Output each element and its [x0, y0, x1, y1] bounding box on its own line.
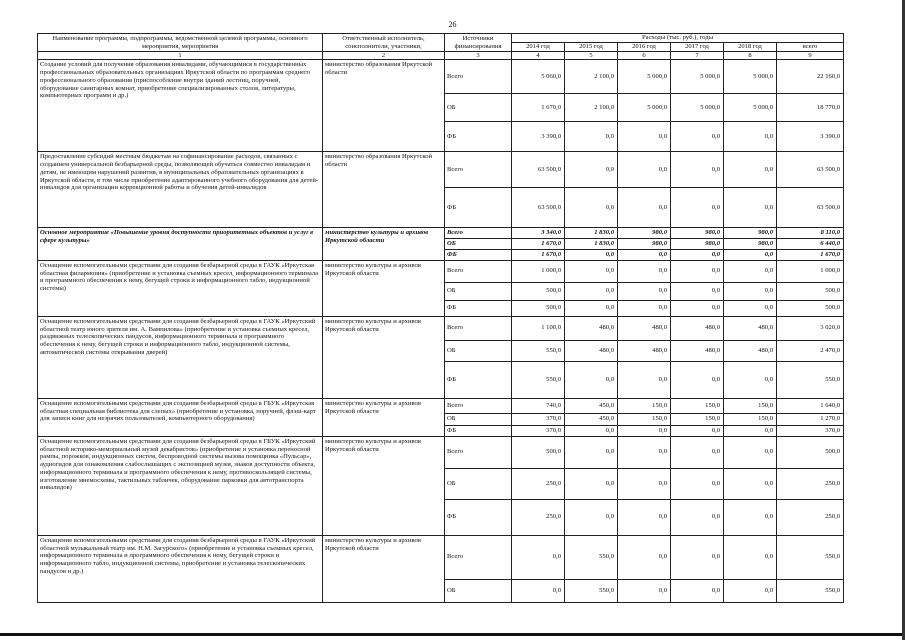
expense-value: 0,0 — [724, 152, 777, 188]
expense-value: 550,0 — [512, 340, 565, 361]
expense-value: 0,0 — [671, 260, 724, 282]
funding-source: ОБ — [445, 239, 512, 250]
column-number: 1 — [38, 52, 323, 60]
funding-source: Всего — [445, 398, 512, 413]
activity-name: Оснащение вспомогательными средствами для создания безбарьерной среды в ГАУК «Иркутский областной музыкальный театр им. Н.М. Загурского» (приобретение и установка съемных кресел, информационного терминала и программного обеспечения к нему, бегущей строки и информационного табло, индукционной системы, приобретение и установка телескопических пандусов и др.) — [38, 535, 323, 602]
header-year: 2014 год — [512, 43, 565, 52]
expense-value: 0,0 — [671, 152, 724, 188]
expense-value: 480,0 — [618, 316, 671, 340]
page-number: 26 — [448, 20, 457, 29]
expense-value: 980,0 — [618, 228, 671, 239]
expense-value: 1 000,0 — [512, 260, 565, 282]
expense-value: 0,0 — [618, 188, 671, 228]
expense-value: 980,0 — [671, 239, 724, 250]
activity-name: Оснащение вспомогательными средствами для создания безбарьерной среды в ГБУК «Иркутский областной историко-мемориальный музей декабристов» (приобретение и установка переносной рампы, порожков, индукционных систем, беспроводной системы вызова помощника «Пульсар», аудиогидов для ознакомления слабослышащих с экспозицией музея, знаков доступности объекта, информационного терминала и программного обеспечения к нему, противоскользящей системы, изготовление мнемосхемы, тактильных табличек, оборудование парковки для автотранспорта инвалидов) — [38, 436, 323, 535]
expense-value: 0,0 — [618, 152, 671, 188]
expense-value: 550,0 — [565, 579, 618, 602]
expense-value: 150,0 — [724, 398, 777, 413]
expense-value: 480,0 — [671, 340, 724, 361]
expense-value: 500,0 — [512, 282, 565, 300]
responsible-executor: министерство культуры и архивов Иркутской области — [323, 535, 445, 602]
responsible-executor: министерство образования Иркутской области — [323, 152, 445, 228]
funding-source: Всего — [445, 228, 512, 239]
expense-value: 0,0 — [565, 152, 618, 188]
column-number: 9 — [777, 52, 844, 60]
expense-total: 500,0 — [777, 300, 844, 316]
expense-value: 480,0 — [671, 316, 724, 340]
expense-total: 18 770,0 — [777, 94, 844, 122]
expense-value: 0,0 — [565, 250, 618, 261]
expense-value: 480,0 — [724, 316, 777, 340]
table-row — [38, 260, 844, 282]
funding-source: ФБ — [445, 188, 512, 228]
expense-value: 0,0 — [724, 250, 777, 261]
activity-name: Создание условий для получения образования инвалидами, обучающимися в государственных профессиональных образовательных организациях Иркутской области по программам среднего профессионального образования (приспособление внутри зданий лестниц, поручней, оборудование санитарных комнат, приобретение специализированных столов, литературы, компьютерных программ и др.) — [38, 60, 323, 152]
expense-value: 0,0 — [565, 425, 618, 436]
expense-total: 250,0 — [777, 468, 844, 499]
expense-value: 0,0 — [565, 361, 618, 398]
expense-value: 550,0 — [512, 361, 565, 398]
table-body — [38, 60, 844, 603]
expense-value: 5 000,0 — [671, 60, 724, 94]
expense-value: 0,0 — [565, 436, 618, 468]
expenses-table — [37, 33, 844, 603]
activity-name: Оснащение вспомогательными средствами для создания безбарьерной среды в ГБУК «Иркутская областная специальная библиотека для слепых» (приобретение и установка, поручней, флэш-карт для записи книг для незрячих пользователей, компьютерного оборудования) — [38, 398, 323, 436]
responsible-executor: министерство культуры и архивов Иркутской области — [323, 316, 445, 398]
expense-value: 0,0 — [671, 122, 724, 152]
expense-value: 0,0 — [618, 425, 671, 436]
column-number: 8 — [724, 52, 777, 60]
expense-total: 6 440,0 — [777, 239, 844, 250]
column-number: 7 — [671, 52, 724, 60]
expense-value: 5 000,0 — [671, 94, 724, 122]
expense-value: 0,0 — [724, 188, 777, 228]
funding-source: ФБ — [445, 361, 512, 398]
expense-value: 0,0 — [724, 579, 777, 602]
column-number: 2 — [323, 52, 445, 60]
expense-total: 370,0 — [777, 425, 844, 436]
expense-value: 0,0 — [565, 300, 618, 316]
expense-value: 980,0 — [671, 228, 724, 239]
header-expenses: Расходы (тыс. руб.), годы — [512, 34, 844, 43]
expense-value: 1 100,0 — [512, 316, 565, 340]
expense-total: 1 640,0 — [777, 398, 844, 413]
expense-value: 1 670,0 — [512, 94, 565, 122]
expense-value: 980,0 — [618, 239, 671, 250]
expense-value: 0,0 — [671, 579, 724, 602]
expense-value: 480,0 — [618, 340, 671, 361]
expense-value: 0,0 — [565, 282, 618, 300]
expense-value: 0,0 — [618, 260, 671, 282]
header-source: Источники финансирования — [445, 34, 512, 52]
expense-value: 150,0 — [618, 413, 671, 425]
funding-source: Всего — [445, 260, 512, 282]
responsible-executor: министерство культуры и архивов Иркутской области — [323, 260, 445, 316]
expense-value: 450,0 — [565, 398, 618, 413]
expense-value: 0,0 — [671, 188, 724, 228]
activity-name: Оснащение вспомогательными средствами для создания безбарьерной среды в ГАУК «Иркутский областной театр юного зрителя им. А. Вампилова» (приобретение и установка съемных кресел, раздвижных телескопических пандусов, информационного терминала и программного обеспечения к нему, бегущей строки и информационного табло, индукционной системы, автоматической системы открывания дверей) — [38, 316, 323, 398]
expense-value: 0,0 — [724, 282, 777, 300]
expense-value: 150,0 — [618, 398, 671, 413]
expense-value: 0,0 — [724, 260, 777, 282]
expense-total: 63 500,0 — [777, 152, 844, 188]
funding-source: ФБ — [445, 122, 512, 152]
expense-total: 22 160,0 — [777, 60, 844, 94]
expense-total: 250,0 — [777, 499, 844, 535]
expense-value: 550,0 — [565, 535, 618, 579]
expense-value: 0,0 — [618, 300, 671, 316]
expense-value: 0,0 — [618, 282, 671, 300]
expense-total: 550,0 — [777, 535, 844, 579]
expense-value: 5 000,0 — [724, 94, 777, 122]
expenses-table-container — [37, 33, 843, 603]
funding-source: ФБ — [445, 300, 512, 316]
expense-value: 0,0 — [724, 499, 777, 535]
expense-value: 63 500,0 — [512, 152, 565, 188]
table-row — [38, 60, 844, 94]
expense-value: 5 000,0 — [618, 94, 671, 122]
expense-value: 480,0 — [724, 340, 777, 361]
expense-value: 150,0 — [671, 398, 724, 413]
activity-name: Оснащение вспомогательными средствами для создания безбарьерной среды в ГАУК «Иркутская областная филармония» (приобретение и установка съемных кресел, информационного терминала и программного обеспечения к нему, бегущей строки и информационного табло, индукционной системы) — [38, 260, 323, 316]
funding-source: Всего — [445, 436, 512, 468]
expense-value: 0,0 — [618, 122, 671, 152]
expense-total: 500,0 — [777, 282, 844, 300]
expense-total: 1 000,0 — [777, 260, 844, 282]
expense-value: 3 340,0 — [512, 228, 565, 239]
table-row — [38, 228, 844, 239]
expense-value: 5 060,0 — [512, 60, 565, 94]
expense-total: 2 470,0 — [777, 340, 844, 361]
column-number: 6 — [618, 52, 671, 60]
funding-source: Всего — [445, 535, 512, 579]
responsible-executor: министерство культуры и архивов Иркутской области — [323, 436, 445, 535]
expense-value: 1 830,0 — [565, 228, 618, 239]
funding-source: ОБ — [445, 282, 512, 300]
expense-total: 8 110,0 — [777, 228, 844, 239]
expense-value: 0,0 — [618, 468, 671, 499]
expense-value: 0,0 — [565, 188, 618, 228]
expense-value: 0,0 — [618, 436, 671, 468]
expense-value: 500,0 — [512, 436, 565, 468]
expense-value: 5 000,0 — [724, 60, 777, 94]
table-row — [38, 316, 844, 340]
funding-source: ФБ — [445, 250, 512, 261]
funding-source: Всего — [445, 60, 512, 94]
expense-total: 1 270,0 — [777, 413, 844, 425]
expense-value: 1 830,0 — [565, 239, 618, 250]
funding-source: Всего — [445, 316, 512, 340]
expense-value: 0,0 — [565, 468, 618, 499]
header-total: всего — [777, 43, 844, 52]
expense-value: 250,0 — [512, 499, 565, 535]
expense-value: 0,0 — [671, 250, 724, 261]
activity-name: Предоставление субсидий местным бюджетам на софинансирование расходов, связанных с созданием универсальной безбарьерной среды, позволяющей обучаться совместно инвалидам и детям, не имеющим нарушений развития, в муниципальных образовательных организациях в Иркутской области, в том числе приобретение адаптированного учебного оборудования для детей-инвалидов для организации коррекционной работы и обучения детей-инвалидов — [38, 152, 323, 228]
responsible-executor: министерство культуры и архивов Иркутской области — [323, 228, 445, 261]
expense-value: 0,0 — [724, 535, 777, 579]
expense-value: 3 390,0 — [512, 122, 565, 152]
funding-source: ОБ — [445, 94, 512, 122]
table-row — [38, 436, 844, 468]
expense-value: 450,0 — [565, 413, 618, 425]
expense-value: 1 670,0 — [512, 239, 565, 250]
column-number: 3 — [445, 52, 512, 60]
expense-value: 370,0 — [512, 413, 565, 425]
expense-value: 0,0 — [671, 535, 724, 579]
expense-value: 0,0 — [618, 579, 671, 602]
expense-value: 0,0 — [565, 499, 618, 535]
funding-source: ОБ — [445, 340, 512, 361]
funding-source: ФБ — [445, 425, 512, 436]
funding-source: ОБ — [445, 468, 512, 499]
expense-value: 2 100,0 — [565, 94, 618, 122]
expense-value: 0,0 — [724, 425, 777, 436]
expense-value: 480,0 — [565, 316, 618, 340]
expense-value: 0,0 — [512, 579, 565, 602]
funding-source: ОБ — [445, 579, 512, 602]
expense-value: 0,0 — [618, 250, 671, 261]
expense-total: 1 670,0 — [777, 250, 844, 261]
expense-value: 370,0 — [512, 425, 565, 436]
funding-source: Всего — [445, 152, 512, 188]
expense-value: 63 500,0 — [512, 188, 565, 228]
expense-total: 500,0 — [777, 436, 844, 468]
expense-value: 0,0 — [618, 499, 671, 535]
expense-value: 0,0 — [565, 122, 618, 152]
expense-value: 980,0 — [724, 228, 777, 239]
expense-value: 250,0 — [512, 468, 565, 499]
header-year: 2017 год — [671, 43, 724, 52]
expense-value: 0,0 — [671, 436, 724, 468]
table-row — [38, 535, 844, 579]
column-number: 5 — [565, 52, 618, 60]
expense-value: 0,0 — [671, 282, 724, 300]
column-number: 4 — [512, 52, 565, 60]
expense-value: 740,0 — [512, 398, 565, 413]
expense-value: 0,0 — [565, 260, 618, 282]
table-row — [38, 152, 844, 188]
expense-total: 63 500,0 — [777, 188, 844, 228]
expense-value: 0,0 — [671, 468, 724, 499]
funding-source: ФБ — [445, 499, 512, 535]
expense-value: 150,0 — [671, 413, 724, 425]
page-bottom-border — [0, 633, 905, 636]
expense-value: 0,0 — [618, 361, 671, 398]
expense-total: 3 390,0 — [777, 122, 844, 152]
expense-value: 1 670,0 — [512, 250, 565, 261]
table-row — [38, 398, 844, 413]
expense-value: 0,0 — [671, 425, 724, 436]
expense-value: 0,0 — [724, 122, 777, 152]
expense-value: 2 100,0 — [565, 60, 618, 94]
header-year: 2016 год — [618, 43, 671, 52]
expense-value: 5 000,0 — [618, 60, 671, 94]
expense-value: 480,0 — [565, 340, 618, 361]
expense-value: 0,0 — [724, 436, 777, 468]
header-executor: Ответственный исполнитель, соисполнители, участники, — [323, 34, 445, 52]
expense-value: 980,0 — [724, 239, 777, 250]
expense-value: 0,0 — [724, 361, 777, 398]
expense-value: 0,0 — [671, 300, 724, 316]
expense-value: 150,0 — [724, 413, 777, 425]
funding-source: ОБ — [445, 413, 512, 425]
expense-total: 550,0 — [777, 579, 844, 602]
expense-value: 0,0 — [618, 535, 671, 579]
expense-value: 500,0 — [512, 300, 565, 316]
expense-total: 550,0 — [777, 361, 844, 398]
header-year: 2015 год — [565, 43, 618, 52]
responsible-executor: министерство культуры и архивов Иркутской области — [323, 398, 445, 436]
header-program: Наименование программы, подпрограммы, ведомственной целевой программы, основного мероприятия, мероприятия — [38, 34, 323, 52]
expense-value: 0,0 — [724, 300, 777, 316]
expense-value: 0,0 — [512, 535, 565, 579]
activity-name: Основное мероприятие «Повышение уровня доступности приоритетных объектов и услуг в сфере культуры» — [38, 228, 323, 261]
expense-value: 0,0 — [671, 361, 724, 398]
expense-value: 0,0 — [724, 468, 777, 499]
header-year: 2018 год — [724, 43, 777, 52]
responsible-executor: министерство образования Иркутской области — [323, 60, 445, 152]
expense-value: 0,0 — [671, 499, 724, 535]
expense-total: 3 020,0 — [777, 316, 844, 340]
